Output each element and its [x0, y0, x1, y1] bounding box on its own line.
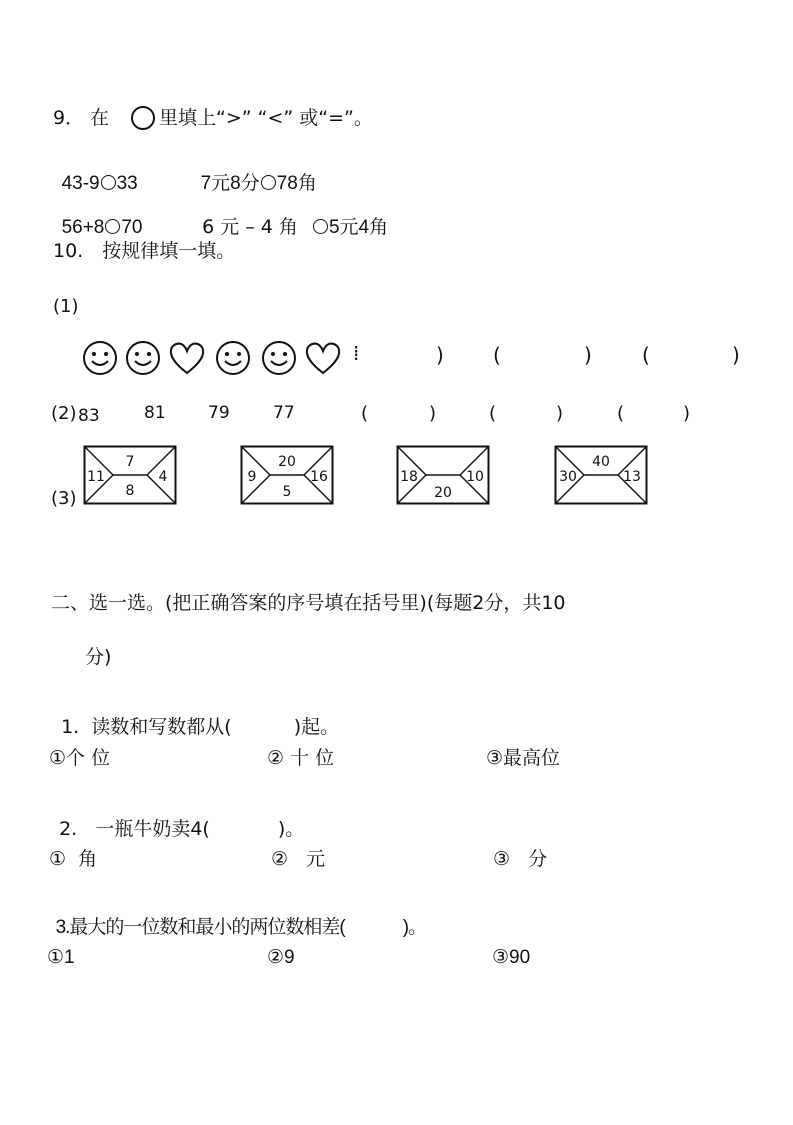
answer-circle-icon[interactable]	[101, 175, 116, 190]
question-3-option[interactable]: ③90	[492, 947, 531, 968]
blank-open[interactable]: (	[493, 343, 501, 367]
smiley-icon	[261, 340, 297, 376]
question-2-option[interactable]: ① 角	[49, 848, 98, 870]
blank-cut-mark: ⁞	[353, 341, 360, 365]
envelope-bottom: 8	[125, 483, 135, 499]
envelope-right: 13	[623, 469, 641, 485]
sequence-number: 77	[273, 403, 295, 423]
q9-row1-expr-b: 7元8分 78角	[200, 173, 317, 194]
q9-row2-expr-b: 6 元 – 4 角 5元4角	[202, 216, 389, 238]
question-1-stem: 1. 读数和写数都从( )起。	[61, 716, 340, 738]
q10-part1-label: (1)	[53, 296, 79, 317]
question-1-option[interactable]: ③最高位	[486, 747, 561, 769]
blank-open[interactable]: (	[489, 403, 497, 424]
compare-circle-icon	[131, 106, 155, 130]
question-2-option[interactable]: ③ 分	[493, 848, 548, 870]
envelope-top: 20	[278, 454, 296, 470]
envelope-right: 16	[310, 469, 328, 485]
blank-close[interactable]: )	[732, 343, 740, 367]
sequence-number: 83	[78, 406, 100, 426]
q10-title: 10. 按规律填一填。	[53, 240, 236, 262]
q9-prompt-post: 里填上“>” “<” 或“=”。	[159, 107, 373, 129]
blank-open[interactable]: (	[642, 343, 650, 367]
envelope-top: 40	[592, 454, 610, 470]
blank-close[interactable]: )	[584, 343, 592, 367]
blank-open[interactable]: (	[617, 403, 625, 424]
answer-circle-icon[interactable]	[261, 175, 276, 190]
blank-close[interactable]: )	[683, 403, 691, 424]
envelope-icon	[240, 445, 334, 505]
envelope-icon	[396, 445, 490, 505]
envelope-left: 9	[247, 469, 257, 485]
envelope-left: 11	[87, 469, 105, 485]
q9-number: 9．	[53, 107, 85, 129]
blank-close[interactable]: )	[429, 403, 437, 424]
question-1-option[interactable]: ①个 位	[49, 747, 111, 769]
question-3-option[interactable]: ②9	[267, 947, 295, 968]
envelope-icon	[83, 445, 177, 505]
section2-heading: 二、选一选。(把正确答案的序号填在括号里)(每题2分，共10	[51, 592, 566, 614]
q10-part2-label: (2)	[51, 403, 77, 424]
q10-part3-label: (3)	[51, 488, 77, 509]
envelope-bottom: 5	[282, 484, 292, 500]
blank-close[interactable]: )	[556, 403, 564, 424]
q9-row1-expr-a: 43-9 33	[61, 173, 138, 194]
sequence-number: 81	[144, 403, 166, 423]
answer-circle-icon[interactable]	[313, 219, 328, 234]
envelope-icon	[554, 445, 648, 505]
answer-circle-icon[interactable]	[105, 219, 120, 234]
envelope-bottom: 20	[434, 485, 452, 501]
heart-icon	[304, 339, 342, 377]
envelope-left: 30	[559, 469, 577, 485]
envelope-top: 7	[125, 454, 135, 470]
smiley-icon	[125, 340, 161, 376]
envelope-right: 10	[466, 469, 484, 485]
smiley-icon	[215, 340, 251, 376]
question-2-stem: 2. 一瓶牛奶卖4( )。	[59, 818, 305, 840]
smiley-icon	[82, 340, 118, 376]
section2-heading-cont: 分)	[85, 646, 112, 668]
question-3-stem: 3.最大的一位数和最小的两位数相差( )。	[55, 917, 427, 938]
q9-prompt-pre: 在	[90, 107, 110, 129]
blank-close[interactable]: )	[436, 343, 444, 367]
blank-open[interactable]: (	[361, 403, 369, 424]
envelope-right: 4	[158, 469, 168, 485]
q9-row2-expr-a: 56+8 70	[61, 217, 143, 238]
envelope-left: 18	[400, 469, 418, 485]
question-1-option[interactable]: ② 十 位	[267, 747, 335, 769]
heart-icon	[168, 339, 206, 377]
question-2-option[interactable]: ② 元	[271, 848, 326, 870]
question-3-option[interactable]: ①1	[47, 947, 75, 968]
sequence-number: 79	[208, 403, 230, 423]
